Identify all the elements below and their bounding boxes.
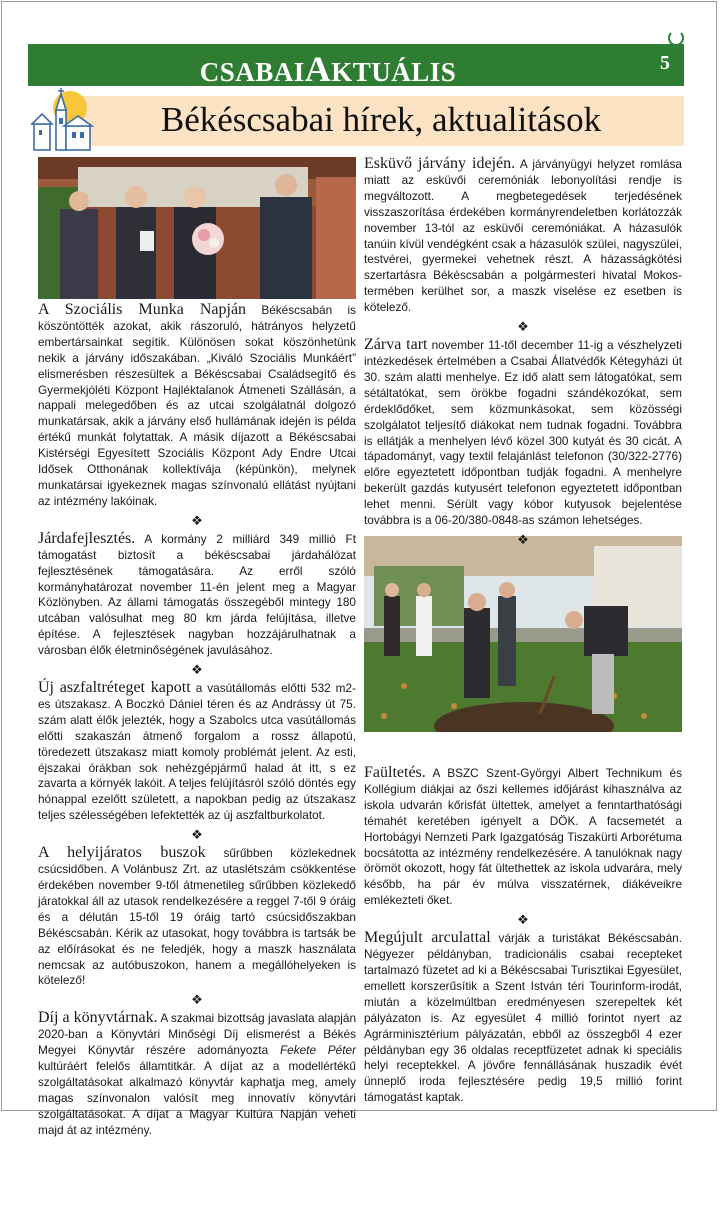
- article-jarda: [38, 531, 356, 659]
- right-column-bottom: [364, 765, 682, 1106]
- article-faultetes-text: A BSZC Szent-Györgyi Albert Technikum és Kollégium diákjai az őszi kellemes időjárást kihasználva az iskola udvarán kőrisfát ültettek, amelyet a fenntarthatósági témahét keretében igényelt a DÖK. A facsemetét a Hortobágyi Nemzeti Park Igazgatóság Tiszakürti Arborétuma bocsátotta az intézmény rendelkezésére. A tanulóknak nagy örömöt okozott, hogy fát ültethettek az iskola udvarára, mely később, ha pár év múlva visszatérnek, diákéveikre emlékezteti őket.: [364, 766, 682, 908]
- article-faultetes-lead: Faültetés.: [364, 764, 426, 781]
- article-eskuvo-lead: Esküvő járvány idején.: [364, 155, 516, 172]
- article-zarva: [364, 337, 682, 529]
- article-zarva-lead: Zárva tart: [364, 336, 428, 354]
- separator: ❖: [191, 512, 203, 528]
- article-aszfalt-text: a vasútállomás előtti 532 m2-es útszakasz. A Boczkó Dániel téren és az Andrássy út 75. szám alatt élők jelezték, hogy a Szabolcs utca vasútállomás előtti szakaszán átmenő forgalom a rossz állapotú, töredezett útszakasz miatt komoly problémát jelent. Az esti, éjszakai órákban sok nehézgépjármű halad át itt, s ez zavarta a környék lakóit. A teljes felújításról szóló döntés egy hónappal ezelőtt született, a napokban pedig az útszakasz teljes szélességében lefektették az új aszfaltburkolatot.: [38, 681, 356, 823]
- magazine-title: [28, 48, 628, 90]
- article-szocialis-text: Békéscsabán is köszöntötték azokat, akik rászoruló, hátrányos helyzetű embertársainkat segítik. Különösen sokat köszönhetünk nekik a járvány időszakában. „Kiváló Szociális Munkáért” elismerésben részesültek a Békéscsabai Családsegítő és Gyermekjóléti Központ Hajléktalanok Átmeneti Szállásán, a nappali melegedőben és az utcai szolgálatnál dolgozó munkatársak, akik a járvány első hullámának idején is példa értékű munkát folytattak. A másik díjazott a Békéscsabai Kistérségi Egyesített Szociális Központ Ady Endre Utcai Idősek Otthonának kollektívája (képünkön), melynek munkatársai igyekeznek magas színvonalú ellátást nyújtani az intézmény lakóinak.: [38, 303, 356, 508]
- article-eskuvo: [364, 156, 682, 316]
- article-arculat: [364, 930, 682, 1106]
- article-busz-lead: A helyijáratos buszok: [38, 844, 206, 862]
- page-number: 5: [660, 52, 670, 74]
- article-arculat-text: várják a turistákat Békéscsabán. Négyezer példányban, tradicionális csabai recepteket tartalmazó füzetet ad ki a Békéscsabai Turisztikai Egyesület, emellett korszerűsítik a Szent István téri Tourinform-irodát, miután a közelmúltban eredményesen szerepeltek két pályázaton is. Az egyesület 4 millió forintot nyert az Agrárminisztérium pályázatán, ebből az összegből 4 ezer példányban egy 36 oldalas receptfüzetet adnak ki speciális helyi receptekkel. A jövőre fennállásának huszadik évét ünneplő iroda fejlesztésére pedig 19,5 millió forint támogatást kaptak.: [364, 931, 683, 1105]
- section-title-bar: [78, 96, 684, 146]
- article-konyvtar: [38, 1010, 356, 1138]
- article-konyvtar-text-b: kultúráért felelős államtitkár. A díjat az a modellértékű szolgáltatásokat alkalmazó könyvtár kaphatja meg, amely magas színvonalon valósít meg innovatív könyvtári szolgáltatásokat. A díjat a Magyar Kultúra Napján veheti majd át az intézmény.: [38, 1059, 356, 1137]
- separator: ❖: [517, 319, 529, 335]
- article-szocialis-lead: A Szociális Munka Napján: [38, 301, 247, 318]
- article-busz: [38, 845, 356, 989]
- article-aszfalt-lead: Új aszfaltréteget kapott: [38, 679, 191, 697]
- article-jarda-text: A kormány 2 milliárd 349 millió Ft támogatást biztosít a békéscsabai járdahálózat fejlesztésének támogatására. Az erről szóló kormányhatározat november 11-én jelent meg a Magyar Közlönyben. Az állami támogatás összegéből mintegy 180 utcában valósulhat meg 80 km járda felújítása, illetve építése. A fejlesztések nagyban hozzájárulhatnak a városban élők életminőségének javulásához.: [38, 531, 356, 658]
- photo-award-ceremony: [38, 157, 356, 299]
- article-konyvtar-lead: Díj a könyvtárnak.: [38, 1009, 158, 1027]
- title-rest: KTUÁLIS: [331, 57, 457, 87]
- separator: ❖: [517, 531, 529, 547]
- title-prefix: CSABAI: [199, 57, 305, 87]
- article-aszfalt: [38, 680, 356, 824]
- separator: ❖: [191, 827, 203, 843]
- article-zarva-text: november 11-től december 11-ig a vészhelyzeti intézkedések értelmében a Csabai Állatvédők Kétegyházi út 30. szám alatti menhelye. Ez idő alatt sem látogatókat, sem sétáltatókat, sem örökbe fogadni szándékozókat, sem érdeklődőket, sem közmunkásokat, sem közösségi szolgálatot teljesítő diákokat nem tudnak fogadni. Továbbra is ellátják a menhelyen lévő közel 300 kutyát és 30 cicát. A tápadományt, vagy textil felajánlást telefonon (30/322-2776) előre egyeztetett időpontban tudják fogadni. A menhelyre bekerült gazdás kutyusért telefonon egyeztetett időpontban lehet menni. Sérült vagy kóbor kutyusok bejelentése továbbra is a 06-20/380-0848-as számon lehetséges.: [364, 338, 683, 528]
- photo-tree-planting: [364, 536, 682, 732]
- article-faultetes: [364, 765, 682, 909]
- article-konyvtar-text-a: A szakmai bizottság javaslata alapján 2020-ban a Könyvtári Minőségi Díj elismerést a Békés Megyei Könyvtár részére adományozta: [38, 1011, 356, 1058]
- separator: ❖: [191, 662, 203, 678]
- section-title: Békéscsabai hírek, aktualitások: [160, 100, 602, 139]
- article-jarda-lead: Járdafejlesztés.: [38, 529, 136, 547]
- separator: ❖: [517, 912, 529, 928]
- title-big-letter: A: [304, 49, 332, 89]
- header-bar: [28, 44, 684, 89]
- article-arculat-lead: Megújult arculattal: [364, 929, 491, 947]
- right-column-top: [364, 156, 682, 550]
- left-column: [38, 302, 356, 1139]
- article-eskuvo-text: A járványügyi helyzet romlása miatt az esküvői ceremóniák lebonyolítási rendje is megváltozott. A megbetegedések terjedésének visszaszorítása érdekében kormányrendeletben korlátozzák november 13-tól az esküvői ceremóniákat. A házasulók tanúin kívül vendégként csak a házasulók szülei, nagyszülei, testvérei, gyermekei vehetnek részt. A házasságkötési szertartásra Békéscsabán a polgármesteri hivatal Mokos-termében kerülhet sor, a maszk viselése ez esetben is kötelező.: [364, 157, 682, 315]
- article-busz-text: sűrűbben közlekednek csúcsidőben. A Volánbusz Zrt. az utaslétszám csökkentése érdekében november 9-től átmenetileg sűrűbben közlekedő járatokkal áll az utasok rendelkezésére a reggel 7-től 9 óráig és a délután 15-től 19 óráig tartó csúcsidőszakban Békéscsabán. Kérik az utasokat, hogy továbbra is tartsák be az előírásokat és ne feledjék, hogy a maszk használata nemcsak az autóbuszokon, hanem a megállóhelyeken is kötelező!: [38, 846, 356, 988]
- separator: ❖: [191, 992, 203, 1008]
- article-szocialis: [38, 302, 356, 510]
- article-konyvtar-name: Fekete Péter: [279, 1043, 356, 1058]
- city-skyline-logo-icon: [26, 86, 102, 154]
